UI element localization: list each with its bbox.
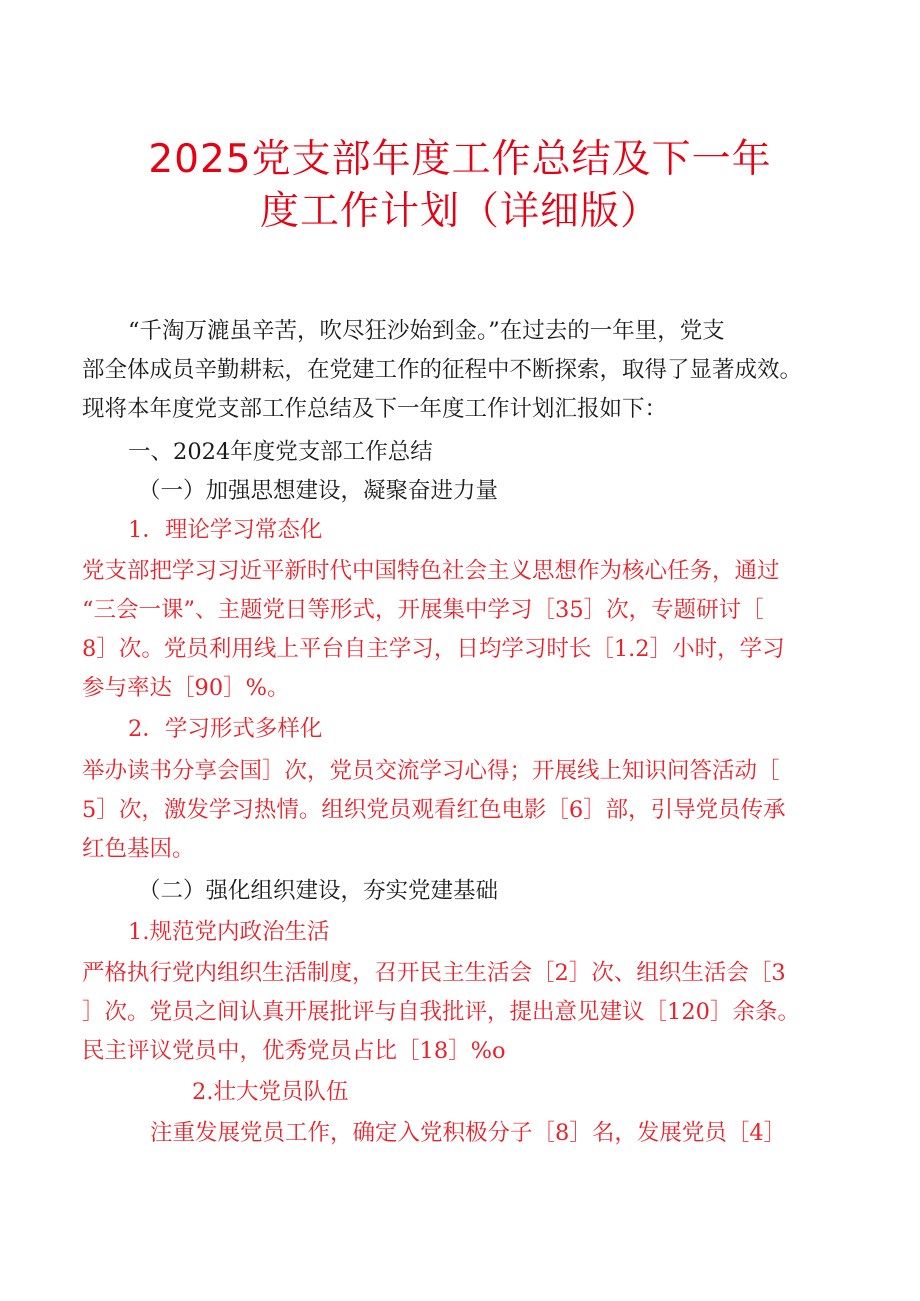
item-heading-theory-study: 1．理论学习常态化 — [128, 517, 323, 543]
section-heading: 一、2024年度党支部工作总结 — [128, 439, 433, 465]
document-title-line-1: 2025党支部年度工作总结及下一年 — [148, 137, 772, 182]
item1-body-line-1: 党支部把学习习近平新时代中国特色社会主义思想作为核心任务，通过 — [82, 558, 780, 584]
intro-line-2: 部全体成员辛勤耕耘，在党建工作的征程中不断探索，取得了显著成效。 — [82, 357, 803, 383]
document-title-line-2: 度工作计划（详细版） — [259, 189, 660, 234]
item-heading-party-life: 1.规范党内政治生活 — [128, 919, 330, 945]
item3-body-line-1: 严格执行党内组织生活制度，召开民主生活会［2］次、组织生活会［3 — [82, 960, 786, 986]
intro-line-1: “千淘万漉虽辛苦，吹尽狂沙始到金。”在过去的一年里，党支 — [128, 318, 725, 344]
item3-body-line-3: 民主评议党员中，优秀党员占比［18］%o — [82, 1038, 506, 1064]
item2-body-line-3: 红色基因。 — [82, 836, 195, 862]
item4-body-line-1: 注重发展党员工作，确定入党积极分子［8］名，发展党员［4］ — [150, 1120, 787, 1146]
subsection-heading-1: （一）加强思想建设，凝聚奋进力量 — [138, 478, 499, 504]
item1-body-line-3: 8］次。党员利用线上平台自主学习，日均学习时长［1.2］小时，学习 — [82, 636, 785, 662]
item1-body-line-2: “三会一课”、主题党日等形式，开展集中学习［35］次，专题研讨［ — [82, 597, 764, 623]
item1-body-line-4: 参与率达［90］%。 — [82, 675, 290, 701]
item2-body-line-1: 举办读书分享会国］次，党员交流学习心得；开展线上知识问答活动［ — [82, 758, 780, 784]
item-heading-study-forms: 2．学习形式多样化 — [128, 716, 323, 742]
subsection-heading-2: （二）强化组织建设，夯实党建基础 — [138, 878, 499, 904]
intro-line-3: 现将本年度党支部工作总结及下一年度工作计划汇报如下： — [82, 396, 668, 422]
item2-body-line-2: 5］次，激发学习热情。组织党员观看红色电影［6］部，引导党员传承 — [82, 797, 786, 823]
item-heading-member-team: 2.壮大党员队伍 — [192, 1079, 349, 1105]
item3-body-line-2: ］次。党员之间认真开展批评与自我批评，提出意见建议［120］余条。 — [82, 999, 800, 1025]
